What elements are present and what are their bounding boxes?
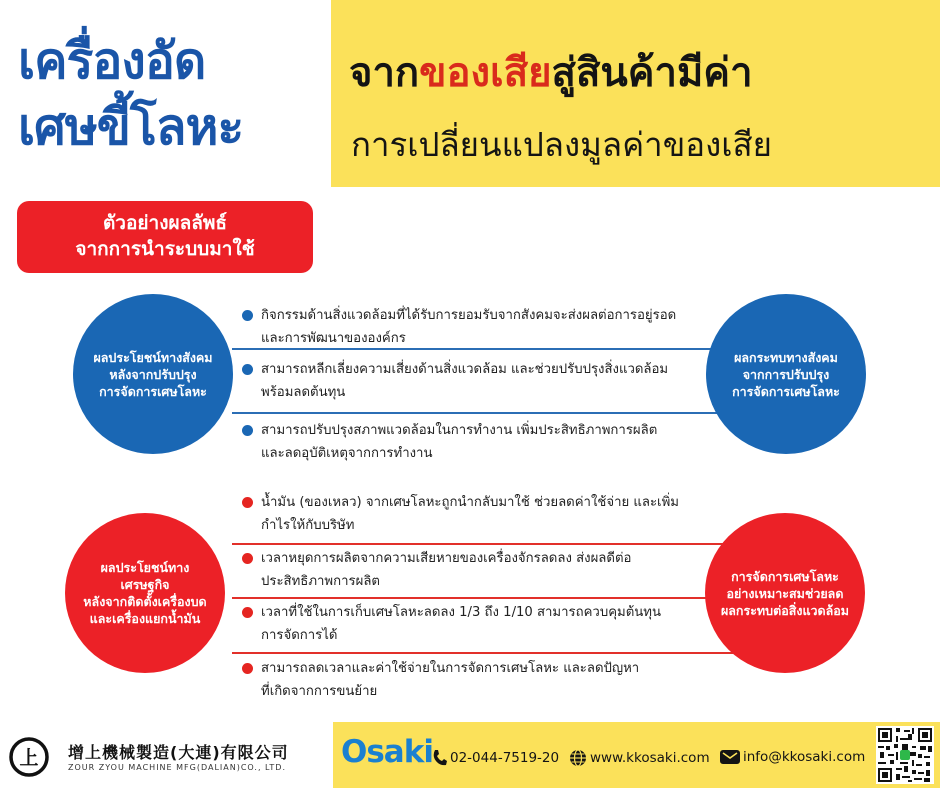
red-list-item	[242, 547, 712, 593]
website-link[interactable]	[569, 749, 710, 767]
email-link[interactable]	[720, 749, 865, 765]
headline-accent: ของเสีย	[419, 50, 552, 96]
circle-text: ผลประโยชน์ทางเศรษฐกิจ	[100, 560, 190, 592]
headline-banner	[331, 0, 940, 187]
phone-number: 02-044-7519-20	[450, 750, 560, 766]
item-line: น้ำมัน (ของเหลว) จากเศษโลหะถูกนำกลับมาใช้ ช่วยลดค่าใช้จ่าย และเพิ่ม	[261, 495, 679, 510]
circle-text: การจัดการเศษโลหะ	[732, 383, 840, 399]
bullet-icon	[242, 425, 253, 436]
bullet-icon	[242, 663, 253, 674]
results-label-line2: จากการนำระบบมาใช้	[75, 238, 255, 260]
results-label	[17, 201, 313, 273]
circle-text: การจัดการเศษโลหะ	[731, 568, 839, 584]
headline-line2: การเปลี่ยนแปลงมูลค่าของเสีย	[351, 125, 772, 164]
bullet-icon	[242, 607, 253, 618]
item-line: สามารถหลีกเลี่ยงความเสี่ยงด้านสิ่งแวดล้อม และช่วยปรับปรุงสิ่งแวดล้อม	[261, 362, 669, 377]
circle-text: จากการปรับปรุง	[742, 366, 830, 382]
circle-text: หลังจากปรับปรุง	[109, 366, 197, 382]
globe-icon	[569, 749, 587, 767]
main-title-line1: เครื่องอัด	[18, 32, 206, 90]
company-logo-icon	[8, 736, 63, 778]
circle-text: อย่างเหมาะสมช่วยลด	[726, 585, 844, 601]
website-url: www.kkosaki.com	[590, 750, 710, 766]
brand-logo: Osaki	[341, 734, 433, 770]
item-line: สามารถปรับปรุงสภาพแวดล้อมในการทำงาน เพิ่มประสิทธิภาพการผลิต	[261, 423, 658, 438]
circle-text: การจัดการเศษโลหะ	[99, 383, 207, 399]
email-address: info@kkosaki.com	[743, 749, 866, 765]
blue-list-item	[242, 419, 712, 465]
contact-bar	[333, 722, 940, 788]
item-line: กำไรให้กับบริษัท	[261, 518, 355, 533]
item-line: ประสิทธิภาพการผลิต	[261, 574, 380, 589]
phone-contact[interactable]	[431, 749, 559, 767]
qr-code-icon	[876, 726, 934, 784]
economic-benefit-circle	[65, 513, 225, 673]
phone-icon	[431, 749, 447, 767]
bullet-icon	[242, 310, 253, 321]
social-benefit-circle	[73, 294, 233, 454]
item-line: เวลาหยุดการผลิตจากความเสียหายของเครื่องจักรลดลง ส่งผลดีต่อ	[261, 551, 632, 566]
main-title-line2: เศษขี้โลหะ	[18, 98, 244, 156]
item-line: และการพัฒนาขององค์กร	[261, 331, 406, 346]
blue-divider	[232, 412, 722, 414]
item-line: การจัดการได้	[261, 628, 338, 643]
headline-part2: สู่สินค้ามีค่า	[551, 50, 753, 96]
item-line: พร้อมลดต้นทุน	[261, 385, 346, 400]
headline-line1	[349, 40, 753, 104]
red-list-item	[242, 491, 712, 537]
circle-text: ผลกระทบทางสังคม	[734, 349, 838, 365]
item-line: กิจกรรมด้านสิ่งแวดล้อมที่ได้รับการยอมรับจากสังคมจะส่งผลต่อการอยู่รอด	[261, 308, 677, 323]
red-list-item	[242, 657, 712, 703]
item-line: ที่เกิดจากการขนย้าย	[261, 684, 378, 699]
item-line: สามารถลดเวลาและค่าใช้จ่ายในการจัดการเศษโลหะ และลดปัญหา	[261, 661, 640, 676]
blue-list-item	[242, 304, 712, 350]
results-label-line1: ตัวอย่างผลลัพธ์	[102, 212, 228, 234]
company-name-en: ZOUR ZYOU MACHINE MFG(DALIAN)CO., LTD.	[68, 763, 286, 772]
red-divider	[232, 543, 752, 545]
company-block	[8, 736, 328, 778]
circle-text: หลังจากติดตั้งเครื่องบด	[83, 594, 207, 609]
social-impact-circle	[706, 294, 866, 454]
company-name-cn: 增上機械製造(大連)有限公司	[68, 743, 289, 762]
circle-text: และเครื่องแยกน้ำมัน	[89, 611, 201, 626]
headline-part1: จาก	[349, 50, 420, 96]
red-list-item	[242, 601, 712, 647]
bullet-icon	[242, 364, 253, 375]
mail-icon	[720, 749, 740, 765]
bullet-icon	[242, 497, 253, 508]
environment-impact-circle	[705, 513, 865, 673]
circle-text: ผลประโยชน์ทางสังคม	[93, 349, 213, 365]
circle-text: ผลกระทบต่อสิ่งแวดล้อม	[720, 602, 850, 618]
item-line: และลดอุบัติเหตุจากการทำงาน	[261, 446, 433, 461]
red-divider	[232, 652, 752, 654]
blue-list-item	[242, 358, 712, 404]
logo-glyph: 上	[19, 747, 39, 769]
bullet-icon	[242, 553, 253, 564]
red-divider	[232, 597, 752, 599]
main-title	[18, 28, 318, 160]
item-line: เวลาที่ใช้ในการเก็บเศษโลหะลดลง 1/3 ถึง 1/10 สามารถควบคุมต้นทุน	[261, 605, 661, 620]
